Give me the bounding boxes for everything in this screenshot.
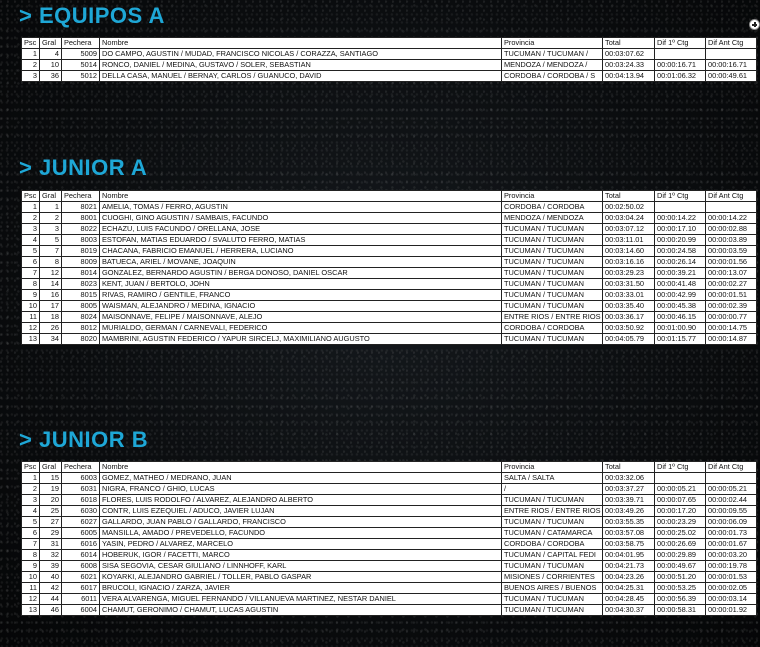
cell-gral: 10 xyxy=(40,60,62,71)
cell-total: 00:04:13.94 xyxy=(603,71,655,82)
cell-psc: 11 xyxy=(22,583,40,594)
cell-provincia: CORDOBA / CORDOBA xyxy=(502,202,603,213)
table-row xyxy=(22,528,757,539)
cell-psc: 9 xyxy=(22,290,40,301)
cell-dif-anterior: 00:00:09.55 xyxy=(706,506,757,517)
column-header-psc: Psc xyxy=(22,191,40,202)
table-row xyxy=(22,334,757,345)
cell-total: 00:04:25.31 xyxy=(603,583,655,594)
cell-gral: 31 xyxy=(40,539,62,550)
cell-gral: 17 xyxy=(40,301,62,312)
table-row xyxy=(22,312,757,323)
cell-gral: 8 xyxy=(40,257,62,268)
cell-psc: 10 xyxy=(22,572,40,583)
table-row xyxy=(22,506,757,517)
cell-total: 00:04:05.79 xyxy=(603,334,655,345)
cell-total: 00:03:31.50 xyxy=(603,279,655,290)
table-row xyxy=(22,224,757,235)
cell-psc: 10 xyxy=(22,301,40,312)
cell-dif-anterior: 00:00:19.78 xyxy=(706,561,757,572)
column-header-gral: Gral xyxy=(40,462,62,473)
cell-pechera: 8014 xyxy=(62,268,100,279)
cell-total: 00:02:50.02 xyxy=(603,202,655,213)
cell-psc: 6 xyxy=(22,257,40,268)
results-table xyxy=(21,190,757,345)
cell-pechera: 8024 xyxy=(62,312,100,323)
cell-psc: 5 xyxy=(22,246,40,257)
cell-provincia: TUCUMAN / TUCUMAN xyxy=(502,561,603,572)
cell-provincia: SALTA / SALTA xyxy=(502,473,603,484)
table-row xyxy=(22,202,757,213)
cell-pechera: 6027 xyxy=(62,517,100,528)
cell-dif-anterior: 00:00:01.51 xyxy=(706,290,757,301)
cell-nombre: SISA SEGOVIA, CESAR GIULIANO / LINNHOFF, KARL xyxy=(100,561,502,572)
table-row xyxy=(22,561,757,572)
column-header-total: Total xyxy=(603,191,655,202)
cell-total: 00:03:32.06 xyxy=(603,473,655,484)
cell-provincia: TUCUMAN / TUCUMAN / xyxy=(502,49,603,60)
cell-dif-primero: 00:00:39.21 xyxy=(655,268,706,279)
cell-pechera: 8023 xyxy=(62,279,100,290)
cell-dif-primero: 00:00:26.14 xyxy=(655,257,706,268)
cell-provincia: TUCUMAN / TUCUMAN xyxy=(502,594,603,605)
cell-provincia: TUCUMAN / CATAMARCA xyxy=(502,528,603,539)
column-header-dif-primero: Dif 1º Ctg xyxy=(655,38,706,49)
cell-pechera: 6008 xyxy=(62,561,100,572)
cell-psc: 9 xyxy=(22,561,40,572)
cell-total: 00:03:04.24 xyxy=(603,213,655,224)
cell-provincia: TUCUMAN / TUCUMAN xyxy=(502,224,603,235)
cell-dif-primero: 00:00:17.10 xyxy=(655,224,706,235)
cell-total: 00:03:24.33 xyxy=(603,60,655,71)
cell-pechera: 6011 xyxy=(62,594,100,605)
cell-dif-primero: 00:00:42.99 xyxy=(655,290,706,301)
table-row xyxy=(22,594,757,605)
cell-nombre: HOBERUK, IGOR / FACETTI, MARCO xyxy=(100,550,502,561)
cell-total: 00:03:35.40 xyxy=(603,301,655,312)
cell-pechera: 8019 xyxy=(62,246,100,257)
cell-provincia: TUCUMAN / TUCUMAN xyxy=(502,334,603,345)
cell-dif-anterior: 00:00:01.56 xyxy=(706,257,757,268)
cell-gral: 32 xyxy=(40,550,62,561)
results-table-equipos-a xyxy=(21,37,756,82)
cell-nombre: GOMEZ, MATHEO / MEDRANO, JUAN xyxy=(100,473,502,484)
cell-nombre: GONZALEZ, BERNARDO AGUSTIN / BERGA DONOSO, DANIEL OSCAR xyxy=(100,268,502,279)
cell-provincia: TUCUMAN / TUCUMAN xyxy=(502,517,603,528)
cell-psc: 2 xyxy=(22,484,40,495)
cell-dif-primero: 00:00:49.67 xyxy=(655,561,706,572)
cell-nombre: DO CAMPO, AGUSTIN / MUDAD, FRANCISCO NICOLAS / CORAZZA, SANTIAGO xyxy=(100,49,502,60)
cell-dif-primero: 00:00:45.38 xyxy=(655,301,706,312)
cell-provincia: TUCUMAN / TUCUMAN xyxy=(502,495,603,506)
cell-pechera: 8022 xyxy=(62,224,100,235)
cell-nombre: MANSILLA, AMADO / PREVEDELLO, FACUNDO xyxy=(100,528,502,539)
cell-gral: 14 xyxy=(40,279,62,290)
cell-gral: 7 xyxy=(40,246,62,257)
cell-dif-primero: 00:01:00.90 xyxy=(655,323,706,334)
cell-gral: 29 xyxy=(40,528,62,539)
cell-total: 00:03:49.26 xyxy=(603,506,655,517)
cell-pechera: 6014 xyxy=(62,550,100,561)
cell-dif-anterior: 00:00:06.09 xyxy=(706,517,757,528)
table-row xyxy=(22,605,757,616)
cell-nombre: BATUECA, ARIEL / MOVANE, JOAQUIN xyxy=(100,257,502,268)
cell-pechera: 6017 xyxy=(62,583,100,594)
cell-psc: 1 xyxy=(22,49,40,60)
cell-gral: 16 xyxy=(40,290,62,301)
cell-provincia: CORDOBA / CORDOBA xyxy=(502,539,603,550)
column-header-dif-anterior: Dif Ant Ctg xyxy=(706,38,757,49)
cell-nombre: MURIALDO, GERMAN / CARNEVALI, FEDERICO xyxy=(100,323,502,334)
column-header-nombre: Nombre xyxy=(100,38,502,49)
results-table-junior-a xyxy=(21,190,756,345)
cell-total: 00:03:11.01 xyxy=(603,235,655,246)
cell-nombre: NIGRA, FRANCO / GHIO, LUCAS xyxy=(100,484,502,495)
cell-nombre: AMELIA, TOMAS / FERRO, AGUSTIN xyxy=(100,202,502,213)
cell-psc: 11 xyxy=(22,312,40,323)
cell-dif-primero: 00:00:46.15 xyxy=(655,312,706,323)
cell-dif-primero: 00:00:53.25 xyxy=(655,583,706,594)
cell-gral: 1 xyxy=(40,202,62,213)
cell-dif-primero: 00:00:51.20 xyxy=(655,572,706,583)
table-row xyxy=(22,279,757,290)
cell-psc: 3 xyxy=(22,495,40,506)
cell-pechera: 8005 xyxy=(62,301,100,312)
cell-dif-anterior: 00:00:02.27 xyxy=(706,279,757,290)
cell-gral: 20 xyxy=(40,495,62,506)
cell-pechera: 6005 xyxy=(62,528,100,539)
cell-dif-primero: 00:00:16.71 xyxy=(655,60,706,71)
column-header-dif-anterior: Dif Ant Ctg xyxy=(706,191,757,202)
table-row xyxy=(22,550,757,561)
cell-dif-anterior: 00:00:01.67 xyxy=(706,539,757,550)
cell-total: 00:03:36.17 xyxy=(603,312,655,323)
cell-pechera: 6003 xyxy=(62,473,100,484)
cell-psc: 4 xyxy=(22,235,40,246)
table-row xyxy=(22,257,757,268)
table-header-row xyxy=(22,462,757,473)
cell-psc: 4 xyxy=(22,506,40,517)
cell-dif-anterior: 00:00:03.59 xyxy=(706,246,757,257)
column-header-nombre: Nombre xyxy=(100,462,502,473)
cell-total: 00:03:33.01 xyxy=(603,290,655,301)
cell-gral: 5 xyxy=(40,235,62,246)
cell-total: 00:03:55.35 xyxy=(603,517,655,528)
cell-gral: 27 xyxy=(40,517,62,528)
cell-psc: 13 xyxy=(22,605,40,616)
table-row xyxy=(22,572,757,583)
cell-dif-primero: 00:00:07.65 xyxy=(655,495,706,506)
cell-psc: 1 xyxy=(22,202,40,213)
cell-provincia: MENDOZA / MENDOZA xyxy=(502,213,603,224)
cell-dif-anterior: 00:00:14.75 xyxy=(706,323,757,334)
cell-dif-anterior: 00:00:03.20 xyxy=(706,550,757,561)
cell-total: 00:03:07.62 xyxy=(603,49,655,60)
cell-dif-anterior: 00:00:02.44 xyxy=(706,495,757,506)
cell-dif-primero: 00:01:06.32 xyxy=(655,71,706,82)
cell-provincia: TUCUMAN / TUCUMAN xyxy=(502,257,603,268)
cell-gral: 4 xyxy=(40,49,62,60)
table-row xyxy=(22,60,757,71)
column-header-psc: Psc xyxy=(22,38,40,49)
table-row xyxy=(22,517,757,528)
cell-psc: 3 xyxy=(22,224,40,235)
table-row xyxy=(22,246,757,257)
cell-psc: 8 xyxy=(22,550,40,561)
cell-psc: 13 xyxy=(22,334,40,345)
cell-nombre: ESTOFAN, MATIAS EDUARDO / SVALUTO FERRO, MATIAS xyxy=(100,235,502,246)
cell-gral: 25 xyxy=(40,506,62,517)
cell-dif-anterior: 00:00:05.21 xyxy=(706,484,757,495)
cell-psc: 5 xyxy=(22,517,40,528)
column-header-pechera: Pechera xyxy=(62,191,100,202)
cell-psc: 12 xyxy=(22,594,40,605)
section-title-junior-a: > JUNIOR A xyxy=(19,155,148,180)
cell-pechera: 8012 xyxy=(62,323,100,334)
table-row xyxy=(22,71,757,82)
cell-gral: 34 xyxy=(40,334,62,345)
cell-dif-primero: 00:00:29.89 xyxy=(655,550,706,561)
cell-provincia: TUCUMAN / CAPITAL FEDI xyxy=(502,550,603,561)
cell-psc: 7 xyxy=(22,539,40,550)
cell-total: 00:03:39.71 xyxy=(603,495,655,506)
cell-dif-anterior: 00:00:01.92 xyxy=(706,605,757,616)
column-header-provincia: Provincia xyxy=(502,462,603,473)
cell-dif-primero xyxy=(655,49,706,60)
cell-pechera: 8020 xyxy=(62,334,100,345)
cell-dif-anterior: 00:00:16.71 xyxy=(706,60,757,71)
cell-total: 00:04:30.37 xyxy=(603,605,655,616)
table-row xyxy=(22,290,757,301)
table-row xyxy=(22,323,757,334)
cell-dif-primero: 00:00:56.39 xyxy=(655,594,706,605)
cell-pechera: 8003 xyxy=(62,235,100,246)
cell-provincia: TUCUMAN / TUCUMAN xyxy=(502,605,603,616)
cell-pechera: 8001 xyxy=(62,213,100,224)
cell-dif-anterior xyxy=(706,473,757,484)
cell-total: 00:03:16.16 xyxy=(603,257,655,268)
cell-dif-anterior: 00:00:49.61 xyxy=(706,71,757,82)
cell-total: 00:04:21.73 xyxy=(603,561,655,572)
cell-total: 00:03:07.12 xyxy=(603,224,655,235)
cell-dif-anterior: 00:00:03.14 xyxy=(706,594,757,605)
cell-dif-primero: 00:00:26.69 xyxy=(655,539,706,550)
cell-psc: 7 xyxy=(22,268,40,279)
column-header-dif-anterior: Dif Ant Ctg xyxy=(706,462,757,473)
cell-dif-primero: 00:00:17.20 xyxy=(655,506,706,517)
cell-total: 00:04:01.95 xyxy=(603,550,655,561)
cell-gral: 40 xyxy=(40,572,62,583)
cell-total: 00:03:57.08 xyxy=(603,528,655,539)
column-header-nombre: Nombre xyxy=(100,191,502,202)
cell-dif-primero xyxy=(655,473,706,484)
cell-psc: 2 xyxy=(22,213,40,224)
cell-gral: 39 xyxy=(40,561,62,572)
cell-dif-primero: 00:00:14.22 xyxy=(655,213,706,224)
cell-dif-anterior xyxy=(706,202,757,213)
cell-pechera: 5012 xyxy=(62,71,100,82)
cell-pechera: 6031 xyxy=(62,484,100,495)
column-header-provincia: Provincia xyxy=(502,38,603,49)
cell-psc: 1 xyxy=(22,473,40,484)
column-header-total: Total xyxy=(603,38,655,49)
cell-dif-anterior: 00:00:02.88 xyxy=(706,224,757,235)
cell-nombre: YASIN, PEDRO / ALVAREZ, MARCELO xyxy=(100,539,502,550)
cell-provincia: ENTRE RIOS / ENTRE RIOS xyxy=(502,506,603,517)
table-header-row xyxy=(22,191,757,202)
cell-dif-anterior: 00:00:14.22 xyxy=(706,213,757,224)
cell-dif-anterior: 00:00:13.07 xyxy=(706,268,757,279)
column-header-gral: Gral xyxy=(40,38,62,49)
cell-nombre: KOYARKI, ALEJANDRO GABRIEL / TOLLER, PABLO GASPAR xyxy=(100,572,502,583)
cell-dif-primero: 00:00:23.29 xyxy=(655,517,706,528)
cell-provincia: TUCUMAN / TUCUMAN xyxy=(502,268,603,279)
cell-provincia: TUCUMAN / TUCUMAN xyxy=(502,235,603,246)
cell-provincia: TUCUMAN / TUCUMAN xyxy=(502,279,603,290)
column-header-total: Total xyxy=(603,462,655,473)
table-row xyxy=(22,539,757,550)
cell-provincia: CORDOBA / CORDOBA / S xyxy=(502,71,603,82)
cell-nombre: VERA ALVARENGA, MIGUEL FERNANDO / VILLANUEVA MARTINEZ, NESTAR DANIEL xyxy=(100,594,502,605)
section-title-junior-b: > JUNIOR B xyxy=(19,427,149,452)
cell-nombre: MAISONNAVE, FELIPE / MAISONNAVE, ALEJO xyxy=(100,312,502,323)
cell-nombre: DELLA CASA, MANUEL / BERNAY, CARLOS / GUANUCO, DAVID xyxy=(100,71,502,82)
cell-nombre: CONTR, LUIS EZEQUIEL / ADUCO, JAVIER LUJAN xyxy=(100,506,502,517)
cell-total: 00:03:29.23 xyxy=(603,268,655,279)
cell-psc: 12 xyxy=(22,323,40,334)
table-row xyxy=(22,484,757,495)
cell-pechera: 6018 xyxy=(62,495,100,506)
cell-pechera: 6030 xyxy=(62,506,100,517)
table-row xyxy=(22,235,757,246)
cell-psc: 2 xyxy=(22,60,40,71)
table-row xyxy=(22,268,757,279)
zoom-in-icon[interactable] xyxy=(749,19,760,30)
cell-total: 00:04:28.45 xyxy=(603,594,655,605)
cell-nombre: WAISMAN, ALEJANDRO / MEDINA, IGNACIO xyxy=(100,301,502,312)
cell-psc: 3 xyxy=(22,71,40,82)
cell-gral: 44 xyxy=(40,594,62,605)
column-header-pechera: Pechera xyxy=(62,462,100,473)
table-row xyxy=(22,301,757,312)
table-row xyxy=(22,495,757,506)
results-table xyxy=(21,461,757,616)
cell-dif-anterior: 00:00:00.77 xyxy=(706,312,757,323)
cell-pechera: 6004 xyxy=(62,605,100,616)
column-header-gral: Gral xyxy=(40,191,62,202)
cell-dif-anterior xyxy=(706,49,757,60)
cell-provincia: TUCUMAN / TUCUMAN xyxy=(502,301,603,312)
cell-nombre: CHACANA, FABRICIO EMANUEL / HERRERA, LUCIANO xyxy=(100,246,502,257)
cell-pechera: 8015 xyxy=(62,290,100,301)
cell-gral: 18 xyxy=(40,312,62,323)
cell-gral: 19 xyxy=(40,484,62,495)
cell-dif-anterior: 00:00:03.89 xyxy=(706,235,757,246)
column-header-psc: Psc xyxy=(22,462,40,473)
cell-dif-anterior: 00:00:01.73 xyxy=(706,528,757,539)
column-header-provincia: Provincia xyxy=(502,191,603,202)
table-row xyxy=(22,213,757,224)
cell-gral: 3 xyxy=(40,224,62,235)
cell-total: 00:03:14.60 xyxy=(603,246,655,257)
column-header-pechera: Pechera xyxy=(62,38,100,49)
cell-pechera: 6016 xyxy=(62,539,100,550)
cell-dif-anterior: 00:00:01.53 xyxy=(706,572,757,583)
cell-gral: 2 xyxy=(40,213,62,224)
cell-dif-primero: 00:01:15.77 xyxy=(655,334,706,345)
cell-psc: 8 xyxy=(22,279,40,290)
cell-provincia: / xyxy=(502,484,603,495)
cell-pechera: 5014 xyxy=(62,60,100,71)
cell-nombre: KENT, JUAN / BERTOLO, JOHN xyxy=(100,279,502,290)
cell-dif-primero xyxy=(655,202,706,213)
cell-gral: 12 xyxy=(40,268,62,279)
cell-gral: 36 xyxy=(40,71,62,82)
cell-pechera: 6021 xyxy=(62,572,100,583)
cell-nombre: MAMBRINI, AGUSTIN FEDERICO / YAPUR SIRCELJ, MAXIMILIANO AUGUSTO xyxy=(100,334,502,345)
cell-dif-primero: 00:00:24.58 xyxy=(655,246,706,257)
table-row xyxy=(22,49,757,60)
cell-pechera: 8009 xyxy=(62,257,100,268)
cell-nombre: CHAMUT, GERONIMO / CHAMUT, LUCAS AGUSTIN xyxy=(100,605,502,616)
results-table-junior-b xyxy=(21,461,756,616)
cell-dif-anterior: 00:00:02.05 xyxy=(706,583,757,594)
cell-psc: 6 xyxy=(22,528,40,539)
cell-nombre: GALLARDO, JUAN PABLO / GALLARDO, FRANCISCO xyxy=(100,517,502,528)
cell-nombre: FLORES, LUIS RODOLFO / ALVAREZ, ALEJANDRO ALBERTO xyxy=(100,495,502,506)
cell-gral: 15 xyxy=(40,473,62,484)
cell-total: 00:03:50.92 xyxy=(603,323,655,334)
cell-dif-primero: 00:00:20.99 xyxy=(655,235,706,246)
cell-gral: 42 xyxy=(40,583,62,594)
cell-nombre: RIVAS, RAMIRO / GENTILE, FRANCO xyxy=(100,290,502,301)
cell-nombre: RONCO, DANIEL / MEDINA, GUSTAVO / SOLER, SEBASTIAN xyxy=(100,60,502,71)
cell-provincia: BUENOS AIRES / BUENOS xyxy=(502,583,603,594)
cell-provincia: MISIONES / CORRIENTES xyxy=(502,572,603,583)
column-header-dif-primero: Dif 1º Ctg xyxy=(655,462,706,473)
cell-provincia: CORDOBA / CORDOBA xyxy=(502,323,603,334)
results-table xyxy=(21,37,757,82)
cell-nombre: ECHAZU, LUIS FACUNDO / ORELLANA, JOSE xyxy=(100,224,502,235)
cell-provincia: TUCUMAN / TUCUMAN xyxy=(502,290,603,301)
cell-dif-primero: 00:00:58.31 xyxy=(655,605,706,616)
cell-total: 00:04:23.26 xyxy=(603,572,655,583)
section-title-equipos-a: > EQUIPOS A xyxy=(19,3,165,28)
cell-dif-primero: 00:00:41.48 xyxy=(655,279,706,290)
cell-dif-anterior: 00:00:02.39 xyxy=(706,301,757,312)
table-row xyxy=(22,473,757,484)
cell-provincia: ENTRE RIOS / ENTRE RIOS xyxy=(502,312,603,323)
cell-dif-primero: 00:00:25.02 xyxy=(655,528,706,539)
cell-gral: 26 xyxy=(40,323,62,334)
cell-provincia: TUCUMAN / TUCUMAN xyxy=(502,246,603,257)
column-header-dif-primero: Dif 1º Ctg xyxy=(655,191,706,202)
cell-total: 00:03:58.75 xyxy=(603,539,655,550)
cell-provincia: MENDOZA / MENDOZA / xyxy=(502,60,603,71)
cell-nombre: BRUCOLI, IGNACIO / ZARZA, JAVIER xyxy=(100,583,502,594)
table-row xyxy=(22,583,757,594)
cell-gral: 46 xyxy=(40,605,62,616)
cell-total: 00:03:37.27 xyxy=(603,484,655,495)
cell-dif-primero: 00:00:05.21 xyxy=(655,484,706,495)
table-header-row xyxy=(22,38,757,49)
cell-pechera: 5009 xyxy=(62,49,100,60)
cell-pechera: 8021 xyxy=(62,202,100,213)
cell-nombre: CUOGHI, GINO AGUSTIN / SAMBAIS, FACUNDO xyxy=(100,213,502,224)
cell-dif-anterior: 00:00:14.87 xyxy=(706,334,757,345)
